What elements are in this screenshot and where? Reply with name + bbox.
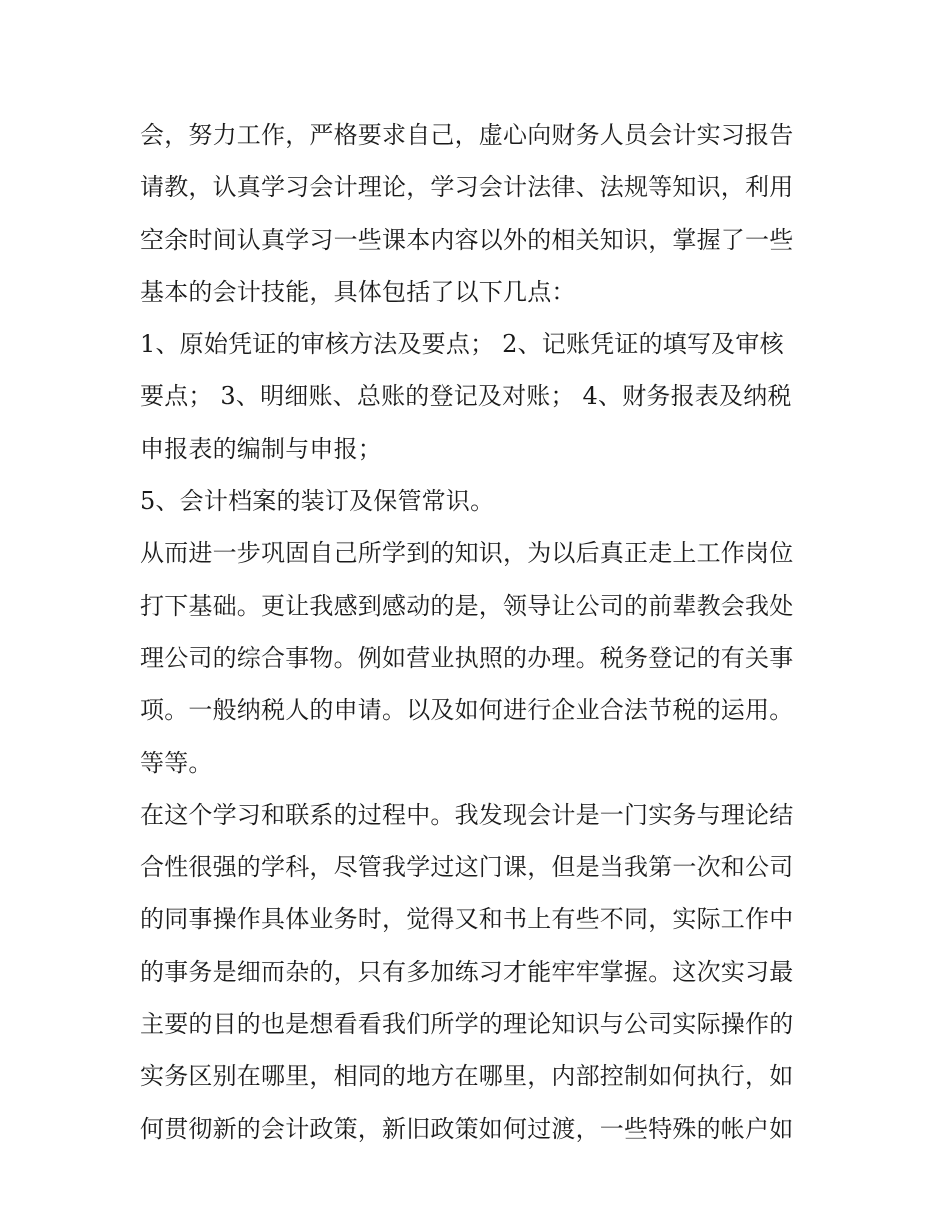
text-line: 请教，认真学习会计理论，学习会计法律、法规等知识，利用 — [140, 173, 794, 202]
text-line: 项。一般纳税人的申请。以及如何进行企业合法节税的运用。 — [140, 696, 794, 725]
text-line: 5、会计档案的装订及保管常识。 — [140, 487, 495, 516]
text-line: 实务区别在哪里，相同的地方在哪里，内部控制如何执行，如 — [140, 1062, 794, 1091]
text-line: 1、原始凭证的审核方法及要点； 2、记账凭证的填写及审核 — [140, 330, 784, 359]
text-line: 主要的目的也是想看看我们所学的理论知识与公司实际操作的 — [140, 1010, 794, 1039]
document-page — [140, 109, 820, 1155]
text-line: 在这个学习和联系的过程中。我发现会计是一门实务与理论结 — [140, 800, 794, 829]
text-line: 理公司的综合事物。例如营业执照的办理。税务登记的有关事 — [140, 643, 794, 672]
text-line: 打下基础。更让我感到感动的是，领导让公司的前辈教会我处 — [140, 591, 794, 620]
text-line: 何贯彻新的会计政策，新旧政策如何过渡，一些特殊的帐户如 — [140, 1114, 794, 1143]
text-line: 要点； 3、明细账、总账的登记及对账； 4、财务报表及纳税 — [140, 382, 792, 411]
text-line: 会，努力工作，严格要求自己，虚心向财务人员会计实习报告 — [140, 121, 794, 149]
text-line: 的同事操作具体业务时，觉得又和书上有些不同，实际工作中 — [140, 905, 794, 934]
text-line: 空余时间认真学习一些课本内容以外的相关知识，掌握了一些 — [140, 225, 794, 254]
text-line: 申报表的编制与申报； — [140, 434, 382, 463]
text-line: 基本的会计技能，具体包括了以下几点： — [140, 277, 576, 306]
text-line: 从而进一步巩固自己所学到的知识，为以后真正走上工作岗位 — [140, 539, 794, 568]
text-line: 等等。 — [140, 748, 213, 777]
text-line: 合性很强的学科，尽管我学过这门课，但是当我第一次和公司 — [140, 853, 794, 882]
text-line: 的事务是细而杂的，只有多加练习才能牢牢掌握。这次实习最 — [140, 957, 794, 986]
